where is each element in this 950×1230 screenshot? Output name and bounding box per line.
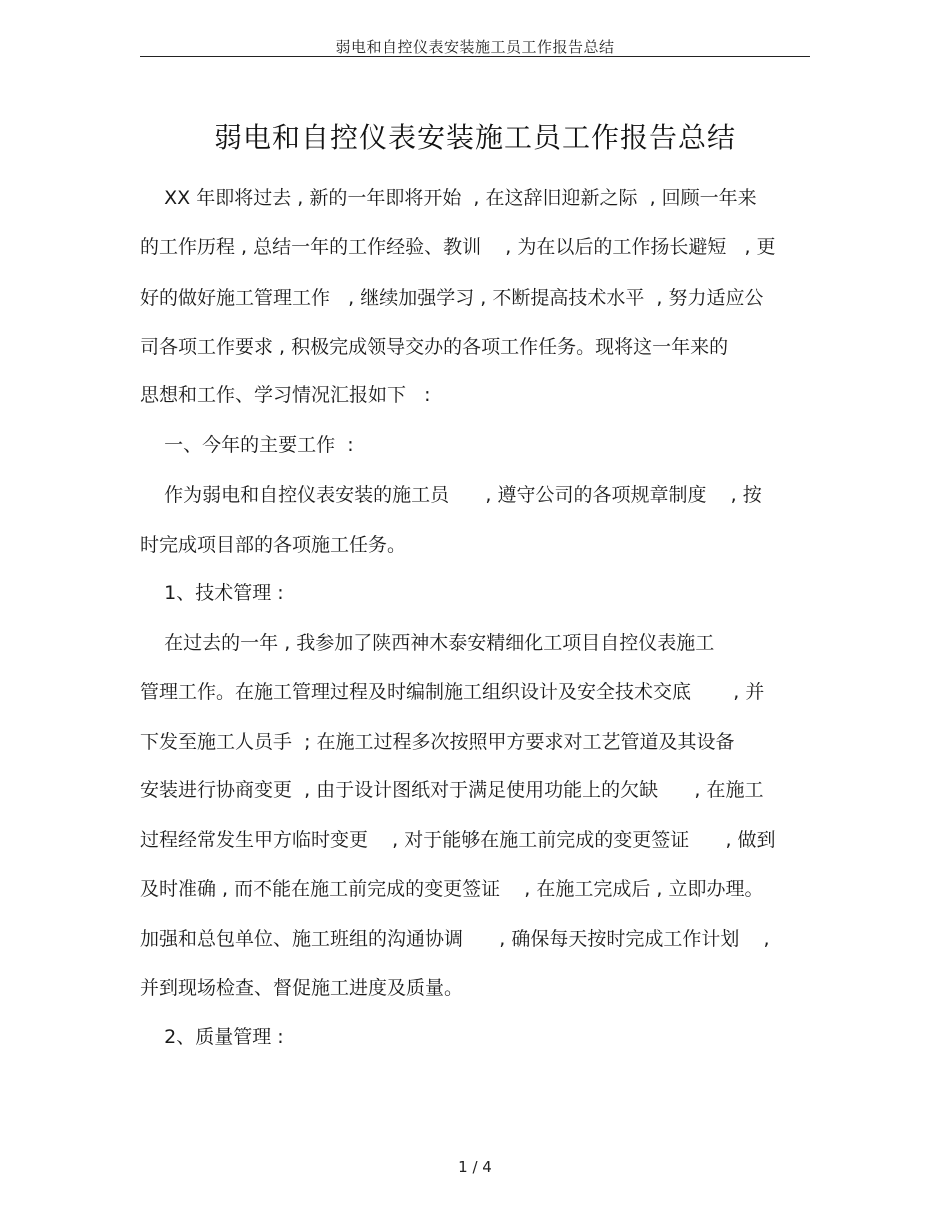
running-header: 弱电和自控仪表安装施工员工作报告总结 [335, 38, 615, 56]
section-heading: 一、今年的主要工作 : [140, 434, 354, 456]
body-line: 过程经常发生甲方临时变更 , 对于能够在施工前完成的变更签证 , 做到 [140, 829, 776, 851]
header-rule [140, 56, 810, 57]
body-line: 并到现场检查、督促施工进度及质量。 [140, 977, 464, 999]
body-line: 安装进行协商变更 , 由于设计图纸对于满足使用功能上的欠缺 , 在施工 [140, 779, 764, 801]
body-line: 时完成项目部的各项施工任务。 [140, 534, 407, 556]
body-line: 及时准确 , 而不能在施工前完成的变更签证 , 在施工完成后 , 立即办理。 [140, 878, 764, 900]
body-line: XX 年即将过去 , 新的一年即将开始 , 在这辞旧迎新之际 , 回顾一年来 [140, 187, 757, 209]
page-number: 1 / 4 [458, 1158, 492, 1176]
document-title: 弱电和自控仪表安装施工员工作报告总结 [213, 121, 736, 154]
body-line: 思想和工作、学习情况汇报如下 : [140, 384, 431, 406]
subsection-heading: 1、技术管理 : [140, 582, 284, 604]
body-line: 好的做好施工管理工作 , 继续加强学习 , 不断提高技术水平 , 努力适应公 [140, 287, 764, 309]
body-line: 下发至施工人员手 ; 在施工过程多次按照甲方要求对工艺管道及其设备 [140, 731, 735, 753]
body-line: 作为弱电和自控仪表安装的施工员 , 遵守公司的各项规章制度 , 按 [140, 484, 762, 506]
body-line: 的工作历程 , 总结一年的工作经验、教训 , 为在以后的工作扬长避短 , 更 [140, 236, 776, 258]
subsection-heading: 2、质量管理 : [140, 1026, 284, 1048]
body-line: 管理工作。在施工管理过程及时编制施工组织设计及安全技术交底 , 并 [140, 681, 765, 703]
body-line: 司各项工作要求 , 积极完成领导交办的各项工作任务。现将这一年来的 [140, 336, 729, 358]
body-line: 在过去的一年 , 我参加了陕西神木泰安精细化工项目自控仪表施工 [140, 632, 715, 654]
body-line: 加强和总包单位、施工班组的沟通协调 , 确保每天按时完成工作计划 , [140, 928, 770, 950]
